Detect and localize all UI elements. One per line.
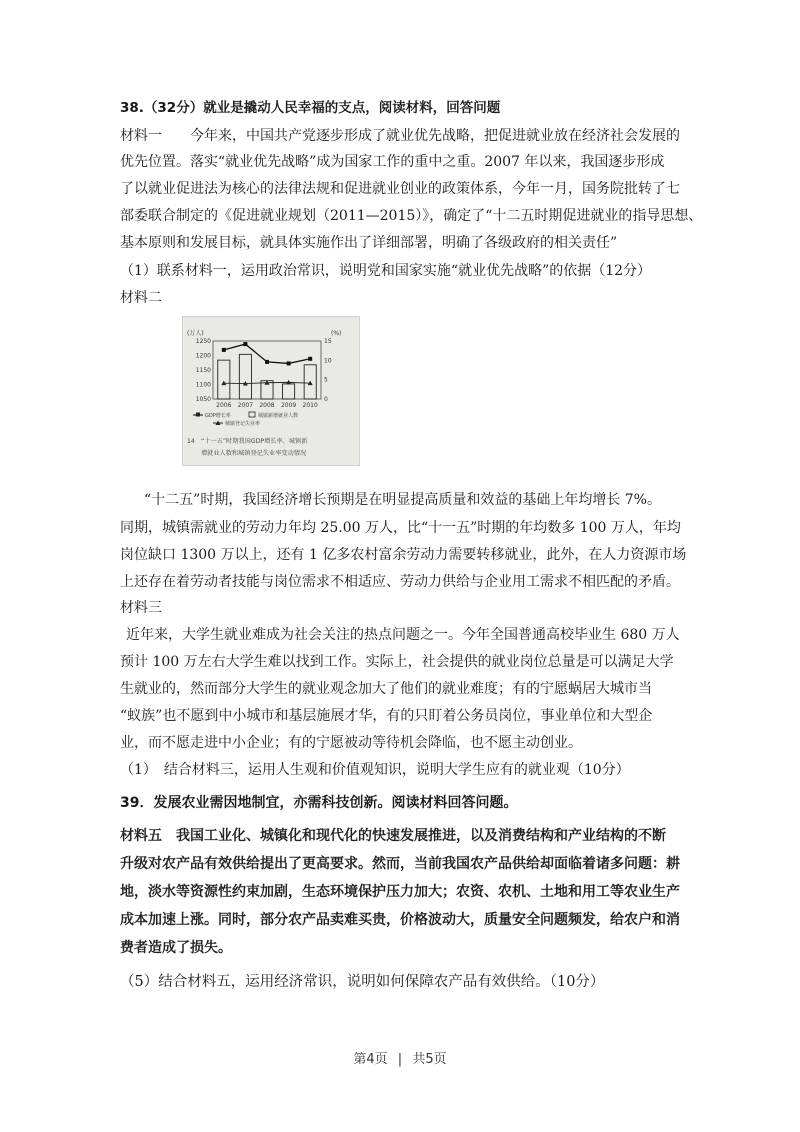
q38-title: 38.（32分）就业是撬动人民幸福的支点，阅读材料，回答问题: [120, 100, 501, 116]
material5-line: 地，淡水等资源性约束加剧，生态环境保护压力加大；农资、农机、土地和用工等农业生产: [120, 884, 680, 900]
right-tick-label: 15: [324, 338, 332, 345]
plot-frame: [213, 341, 321, 399]
question-38-1: （1）联系材料一，运用政治常识，说明党和国家实施“就业优先战略”的依据（12分）: [120, 263, 652, 279]
x-tick-label: 2006: [216, 402, 232, 409]
point-gdp: [265, 360, 269, 364]
material1-line: 优先位置。落实“就业优先战略”成为国家工作的重中之重。2007 年以来，我国逐步形成: [120, 154, 665, 170]
material1-line: 基本原则和发展目标，就具体实施作出了详细部署，明确了各级政府的相关责任”: [120, 235, 618, 251]
x-tick-label: 2008: [259, 402, 275, 409]
chart-svg: [183, 317, 359, 465]
left-tick-label: 1050: [195, 396, 211, 403]
material3-line: “蚁族”也不愿到中小城市和基层施展才华，有的只盯着公务员岗位，事业单位和大型企: [120, 708, 653, 724]
footer-separator: |: [397, 1052, 403, 1067]
material2-line: 同期，城镇需就业的劳动力年均 25.00 万人，比“十一五”时期的年均数多 100 万人，年均: [120, 520, 681, 536]
material3-line: 生就业的，然而部分大学生的就业观念加大了他们的就业难度；有的宁愿蜗居大城市当: [120, 681, 652, 697]
material5-line: 费者造成了损失。: [120, 940, 232, 956]
left-tick-label: 1250: [195, 338, 211, 345]
bar-employment: [218, 360, 230, 399]
question-38-2: （1） 结合材料三，运用人生观和价值观知识，说明大学生应有的就业观（10分）: [120, 762, 630, 778]
left-tick-label: 1150: [195, 367, 211, 374]
chart-figure: [182, 316, 360, 466]
left-tick-label: 1200: [195, 352, 211, 360]
right-tick-label: 10: [324, 357, 332, 365]
point-gdp: [243, 342, 247, 346]
chart-caption-line-1: 14 “十一五”时期我国GDP增长率、城镇新: [187, 438, 308, 445]
material1-line: 了以就业促进法为核心的法律法规和促进就业创业的政策体系，今年一月，国务院批转了七: [120, 181, 680, 197]
right-tick-label: 5: [324, 376, 328, 384]
material2-label: 材料二: [120, 290, 162, 306]
material2-line: “十二五”时期，我国经济增长预期是在明显提高质量和效益的基础上年均增长 7%。: [144, 492, 661, 508]
x-tick-label: 2007: [237, 402, 254, 409]
x-tick-label: 2010: [302, 402, 318, 409]
legend-gdp: GDP增长率: [205, 413, 231, 419]
material3-label: 材料三: [120, 600, 162, 616]
material5-line: 材料五 我国工业化、城镇化和现代化的快速发展推进，以及消费结构和产业结构的不断: [120, 828, 666, 844]
material1-line: 材料一 今年来，中国共产党逐步形成了就业优先战略，把促进就业放在经济社会发展的: [120, 128, 680, 144]
material3-line: 近年来，大学生就业难成为社会关注的热点问题之一。今年全国普通高校毕业生 680 万人: [126, 627, 680, 643]
total-pages: 共5页: [412, 1052, 447, 1067]
left-tick-label: 1100: [195, 381, 211, 389]
material3-line: 业，而不愿走进中小企业；有的宁愿被动等待机会降临，也不愿主动创业。: [120, 735, 582, 751]
left-axis-label: (万人): [187, 330, 204, 337]
bar-employment: [283, 384, 295, 399]
x-tick-label: 2009: [280, 402, 297, 409]
page-footer: [0, 1048, 800, 1067]
page-number: 第4页: [353, 1052, 388, 1067]
point-gdp: [222, 348, 226, 352]
legend-employment: 城镇新增就业人数: [258, 413, 299, 419]
legend-unemployment: 城镇登记失业率: [225, 421, 261, 427]
chart-caption-line-2: 增就业人数和城镇登记失业率变动情况: [201, 450, 307, 457]
material3-line: 预计 100 万左右大学生难以找到工作。实际上，社会提供的就业岗位总量是可以满足大学: [120, 654, 674, 670]
bar-employment: [239, 354, 251, 399]
right-axis-label: (%): [331, 330, 342, 337]
q39-title: 39．发展农业需因地制宜，亦需科技创新。阅读材料回答问题。: [120, 795, 518, 811]
point-gdp: [308, 357, 312, 361]
material5-line: 成本加速上涨。同时，部分农产品卖难买贵，价格波动大，质量安全问题频发，给农户和消: [120, 912, 680, 928]
point-gdp: [287, 361, 291, 365]
right-tick-label: 0: [324, 396, 328, 403]
material1-line: 部委联合制定的《促进就业规划（2011—2015）》，确定了“十二五时期促进就业的指导思想、: [120, 208, 703, 224]
material5-line: 升级对农产品有效供给提出了更高要求。然而，当前我国农产品供给却面临着诸多问题：耕: [120, 856, 680, 872]
material2-line: 岗位缺口 1300 万以上，还有 1 亿多农村富余劳动力需要转移就业，此外，在人力资源市场: [120, 547, 687, 563]
question-39-5: （5）结合材料五，运用经济常识，说明如何保障农产品有效供给。（10分）: [120, 974, 605, 990]
material2-line: 上还存在着劳动者技能与岗位需求不相适应、劳动力供给与企业用工需求不相匹配的矛盾。: [120, 574, 680, 590]
